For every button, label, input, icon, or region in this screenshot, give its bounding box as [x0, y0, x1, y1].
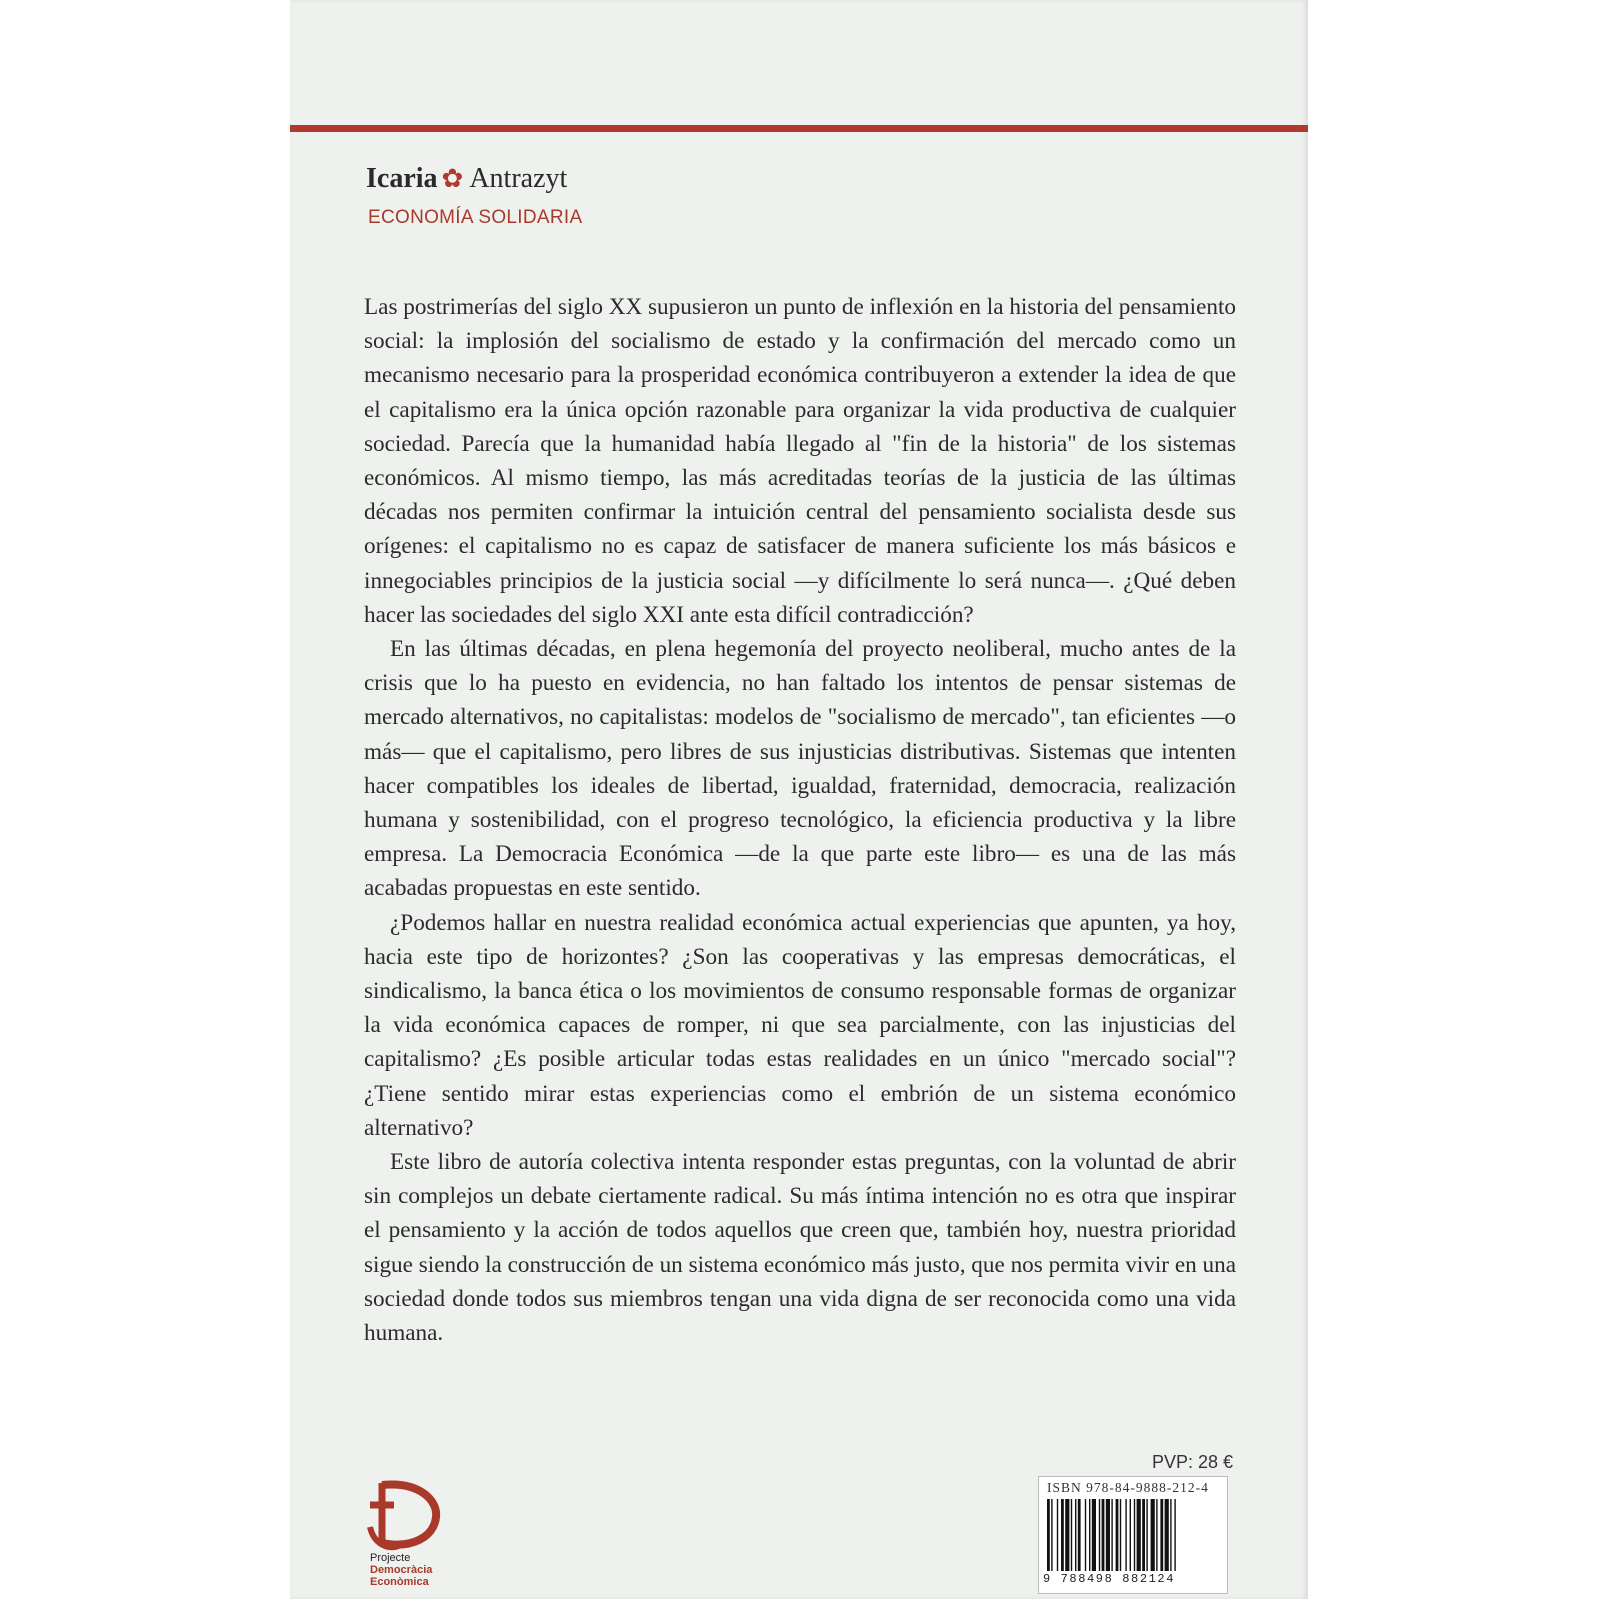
- barcode-block: [1038, 1476, 1228, 1594]
- logo-caption: [370, 1552, 432, 1588]
- flower-icon: ✿: [441, 164, 464, 193]
- logo-line: Projecte: [370, 1552, 411, 1564]
- paragraph: En las últimas décadas, en plena hegemonía del proyecto neoliberal, mucho antes de la crisis que lo ha puesto en evidencia, no han faltado los intentos de pensar sistemas de mercado alternativos, no capitalistas: modelos de "socialismo de mercado", tan eficientes —o más— que el capitalismo, pero libres de sus injusticias distributivas. Sistemas que intenten hacer compatibles los ideales de libertad, igualdad, fraternidad, democracia, realización humana y sostenibilidad, con el progreso tecnológico, la eficiencia productiva y la libre empresa. La Democracia Económica —de la que parte este libro— es una de las más acabadas propuestas en este sentido.: [364, 636, 1236, 902]
- price-label: PVP: 28 €: [1152, 1452, 1234, 1472]
- barcode-digits: 9 788498 882124: [1043, 1572, 1176, 1586]
- barcode-icon: [1045, 1499, 1221, 1571]
- publisher-name: Icaria: [366, 163, 438, 194]
- back-cover: [290, 0, 1308, 1599]
- paragraph: Este libro de autoría colectiva intenta responder estas preguntas, con la voluntad de abrir sin complejos un debate ciertamente radical. Su más íntima intención no es otra que inspirar el pensamiento y la acción de todos aquellos que creen que, también hoy, nuestra prioridad sigue siendo la construcción de un sistema económico más justo, que nos permita vivir en una sociedad donde todos sus miembros tengan una vida digna de ser reconocida como una vida humana.: [364, 1149, 1236, 1347]
- blurb-text: [364, 290, 1236, 1350]
- collection-name: ECONOMÍA SOLIDARIA: [368, 207, 583, 228]
- paragraph: Las postrimerías del siglo XX supusieron un punto de inflexión en la historia del pensamiento social: la implosión del socialismo de estado y la confirmación del mercado como un mecanismo necesario para la prosperidad económica contribuyeron a extender la idea de que el capitalismo era la única opción razonable para organizar la vida productiva de cualquier sociedad. Parecía que la humanidad había llegado al "fin de la historia" de los sistemas económicos. Al mismo tiempo, las más acreditadas teorías de la justicia de las últimas décadas nos permiten confirmar la intuición central del pensamiento socialista desde sus orígenes: el capitalismo no es capaz de satisfacer de manera suficiente los más básicos e innegociables principios de la justicia social —y difícilmente lo será nunca—. ¿Qué deben hacer las sociedades del siglo XXI ante esta difícil contradicción?: [364, 294, 1236, 628]
- publisher-brand: [366, 163, 567, 195]
- isbn-text: ISBN 978-84-9888-212-4: [1047, 1480, 1209, 1495]
- publisher-imprint: Antrazyt: [469, 163, 568, 194]
- logo-line: Democràcia: [370, 1564, 433, 1576]
- logo-line: Econòmica: [370, 1576, 429, 1588]
- paragraph: ¿Podemos hallar en nuestra realidad económica actual experiencias que apunten, ya hoy, hacia este tipo de horizontes? ¿Son las cooperativas y las empresas democráticas, el sindicalismo, la banca ética o los movimientos de consumo responsable formas de organizar la vida económica capaces de romper, ni que sea parcialmente, con las injusticias del capitalismo? ¿Es posible articular todas estas realidades en un único "mercado social"? ¿Tiene sentido mirar estas experiencias como el embrión de un sistema económico alternativo?: [364, 909, 1236, 1141]
- top-red-rule: [290, 125, 1308, 132]
